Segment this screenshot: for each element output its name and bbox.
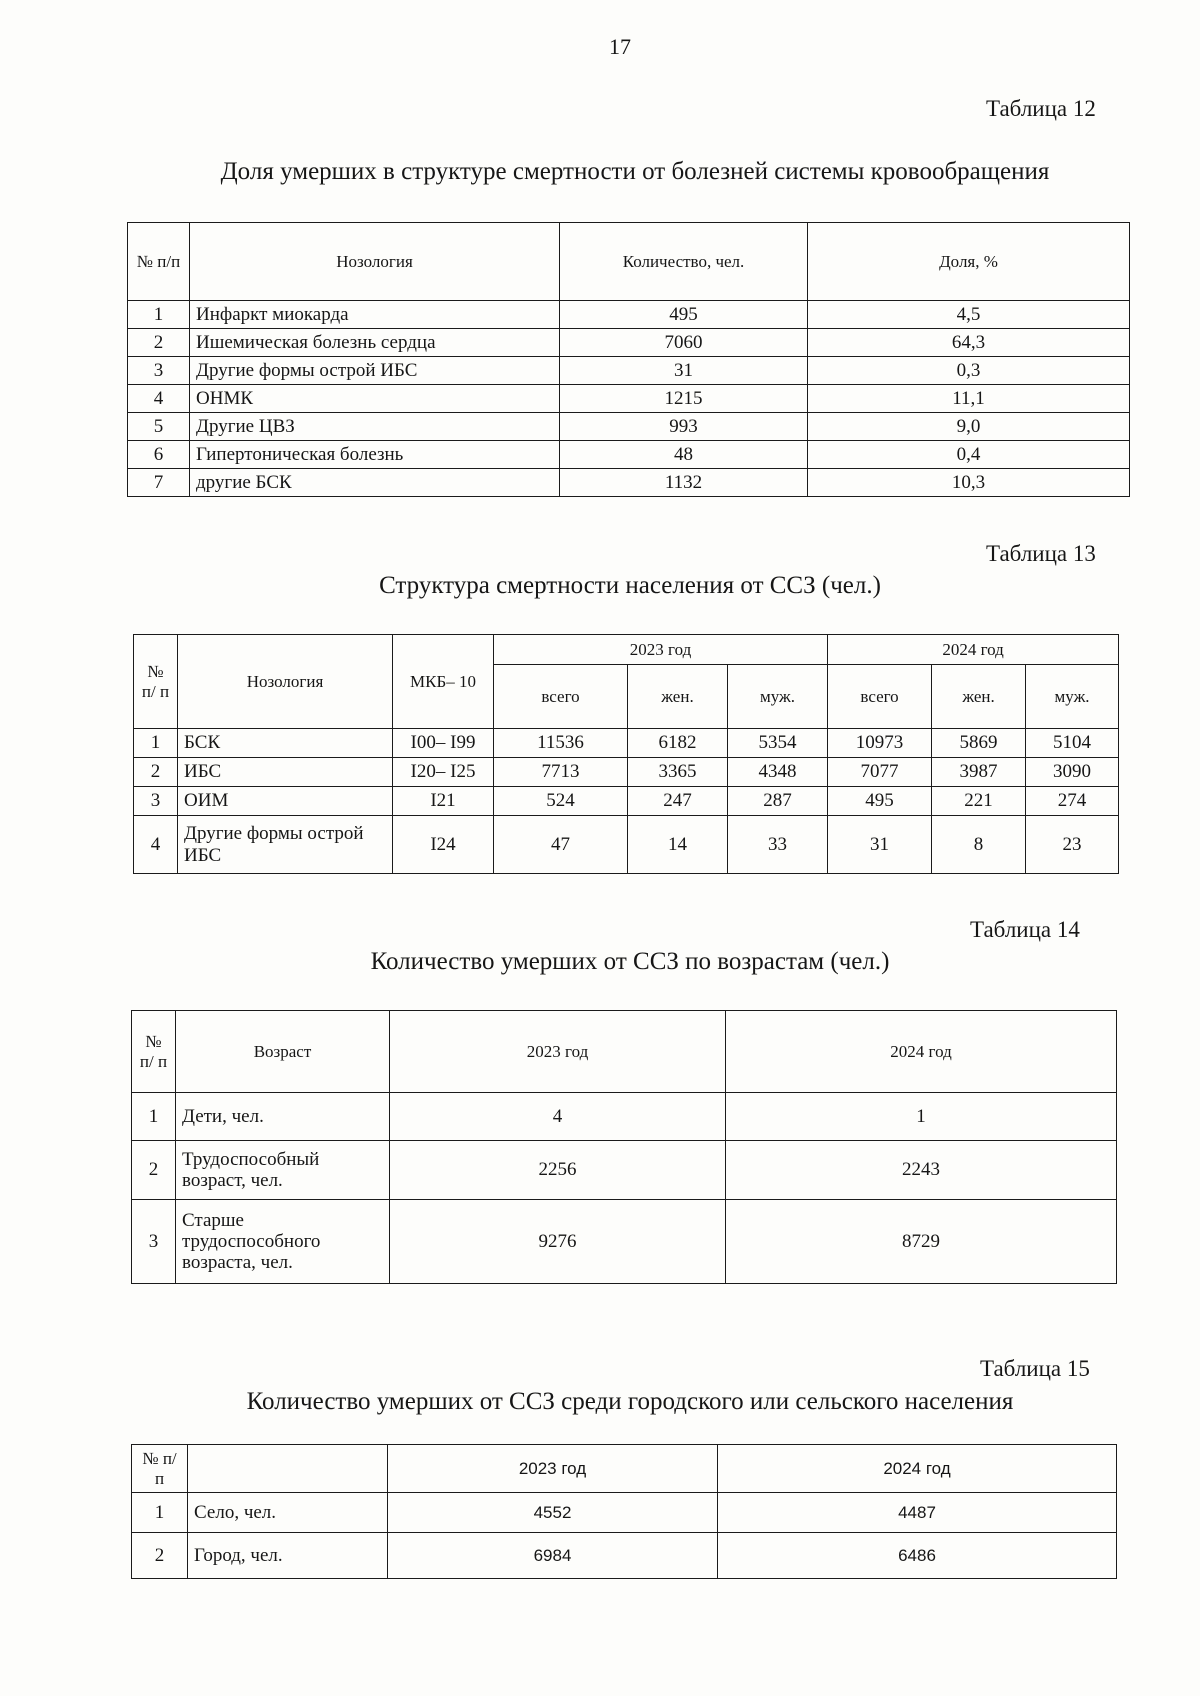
row-num: 1	[128, 301, 190, 329]
table-14-caption: Таблица 14	[970, 917, 1080, 942]
row-count: 1132	[560, 469, 808, 497]
value-cell: 3090	[1026, 758, 1119, 787]
value-cell: 5869	[932, 729, 1026, 758]
header-share: Доля, %	[808, 223, 1130, 301]
table-13	[133, 634, 1119, 874]
table-13-header-row	[134, 635, 1119, 665]
value-cell: 9276	[390, 1200, 726, 1284]
value-cell: 6486	[718, 1533, 1117, 1579]
value-cell: 6984	[388, 1533, 718, 1579]
value-cell: 2243	[726, 1141, 1117, 1200]
header-year-2023: 2023 год	[390, 1011, 726, 1093]
row-num: 1	[134, 729, 178, 758]
header-year-2024: 2024 год	[828, 635, 1119, 665]
table-row	[132, 1141, 1117, 1200]
row-name: ИБС	[178, 758, 393, 787]
value-cell: 8	[932, 816, 1026, 874]
header-num: № п/ п	[134, 635, 178, 729]
value-cell: 495	[828, 787, 932, 816]
value-cell: 47	[494, 816, 628, 874]
value-cell: 4487	[718, 1493, 1117, 1533]
row-num: 2	[132, 1141, 176, 1200]
value-cell: 7077	[828, 758, 932, 787]
row-num: 2	[128, 329, 190, 357]
row-num: 6	[128, 441, 190, 469]
table-15-header-row	[132, 1445, 1117, 1493]
row-name: Ишемическая болезнь сердца	[190, 329, 560, 357]
table-14-header-row	[132, 1011, 1117, 1093]
row-count: 31	[560, 357, 808, 385]
value-cell: 5104	[1026, 729, 1119, 758]
row-name: Инфаркт миокарда	[190, 301, 560, 329]
table-row	[132, 1200, 1117, 1284]
table-15-title: Количество умерших от ССЗ среди городского или сельского населения	[246, 1388, 1014, 1415]
table-12-header-row	[128, 223, 1130, 301]
row-num: 3	[134, 787, 178, 816]
row-icd: I21	[393, 787, 494, 816]
table-row	[132, 1493, 1117, 1533]
table-row	[128, 357, 1130, 385]
table-14-title: Количество умерших от ССЗ по возрастам (чел.)	[370, 948, 890, 975]
row-name: ОИМ	[178, 787, 393, 816]
row-count: 48	[560, 441, 808, 469]
value-cell: 4348	[728, 758, 828, 787]
row-name: ОНМК	[190, 385, 560, 413]
header-num: № п/ п	[132, 1011, 176, 1093]
header-female: жен.	[932, 665, 1026, 729]
value-cell: 33	[728, 816, 828, 874]
value-cell: 3365	[628, 758, 728, 787]
row-name: Другие формы острой ИБС	[178, 816, 393, 874]
header-label	[188, 1445, 388, 1493]
row-count: 1215	[560, 385, 808, 413]
row-num: 7	[128, 469, 190, 497]
row-share: 0,4	[808, 441, 1130, 469]
header-male: муж.	[728, 665, 828, 729]
row-num: 4	[134, 816, 178, 874]
table-row	[128, 413, 1130, 441]
row-num: 1	[132, 1093, 176, 1141]
table-row	[134, 787, 1119, 816]
table-15-caption: Таблица 15	[980, 1356, 1090, 1381]
value-cell: 8729	[726, 1200, 1117, 1284]
row-count: 7060	[560, 329, 808, 357]
row-share: 64,3	[808, 329, 1130, 357]
value-cell: 10973	[828, 729, 932, 758]
table-row	[132, 1093, 1117, 1141]
row-name: БСК	[178, 729, 393, 758]
value-cell: 221	[932, 787, 1026, 816]
row-count: 495	[560, 301, 808, 329]
table-12-caption: Таблица 12	[986, 96, 1096, 121]
row-num: 4	[128, 385, 190, 413]
table-row	[134, 729, 1119, 758]
row-name: другие БСК	[190, 469, 560, 497]
row-name: Другие формы острой ИБС	[190, 357, 560, 385]
row-share: 0,3	[808, 357, 1130, 385]
row-share: 10,3	[808, 469, 1130, 497]
table-12	[127, 222, 1130, 497]
row-icd: I00– I99	[393, 729, 494, 758]
table-13-title: Структура смертности населения от ССЗ (чел.)	[379, 572, 881, 599]
value-cell: 31	[828, 816, 932, 874]
table-row	[134, 816, 1119, 874]
row-num: 5	[128, 413, 190, 441]
header-year-2024: 2024 год	[726, 1011, 1117, 1093]
value-cell: 6182	[628, 729, 728, 758]
header-num: № п/п	[132, 1445, 188, 1493]
row-name: Город, чел.	[188, 1533, 388, 1579]
value-cell: 11536	[494, 729, 628, 758]
header-count: Количество, чел.	[560, 223, 808, 301]
header-year-2024: 2024 год	[718, 1445, 1117, 1493]
row-count: 993	[560, 413, 808, 441]
row-num: 2	[132, 1533, 188, 1579]
row-num: 3	[128, 357, 190, 385]
value-cell: 274	[1026, 787, 1119, 816]
page-number: 17	[609, 34, 631, 59]
row-share: 9,0	[808, 413, 1130, 441]
header-total: всего	[828, 665, 932, 729]
table-row	[128, 469, 1130, 497]
value-cell: 14	[628, 816, 728, 874]
header-female: жен.	[628, 665, 728, 729]
table-row	[128, 301, 1130, 329]
row-icd: I24	[393, 816, 494, 874]
value-cell: 5354	[728, 729, 828, 758]
header-icd: МКБ– 10	[393, 635, 494, 729]
row-share: 4,5	[808, 301, 1130, 329]
table-row	[128, 385, 1130, 413]
header-year-2023: 2023 год	[388, 1445, 718, 1493]
header-num: № п/п	[128, 223, 190, 301]
table-13-caption: Таблица 13	[986, 541, 1096, 566]
header-nosology: Нозология	[190, 223, 560, 301]
row-num: 1	[132, 1493, 188, 1533]
row-name: Старше трудоспособного возраста, чел.	[176, 1200, 390, 1284]
row-icd: I20– I25	[393, 758, 494, 787]
value-cell: 2256	[390, 1141, 726, 1200]
row-num: 3	[132, 1200, 176, 1284]
header-nosology: Нозология	[178, 635, 393, 729]
table-row	[128, 329, 1130, 357]
row-name: Другие ЦВЗ	[190, 413, 560, 441]
table-row	[128, 441, 1130, 469]
table-row	[132, 1533, 1117, 1579]
table-row	[134, 758, 1119, 787]
row-name: Гипертоническая болезнь	[190, 441, 560, 469]
row-name: Дети, чел.	[176, 1093, 390, 1141]
row-name: Село, чел.	[188, 1493, 388, 1533]
row-name: Трудоспособный возраст, чел.	[176, 1141, 390, 1200]
value-cell: 247	[628, 787, 728, 816]
header-year-2023: 2023 год	[494, 635, 828, 665]
value-cell: 7713	[494, 758, 628, 787]
table-14	[131, 1010, 1117, 1284]
value-cell: 524	[494, 787, 628, 816]
row-share: 11,1	[808, 385, 1130, 413]
value-cell: 23	[1026, 816, 1119, 874]
table-15	[131, 1444, 1117, 1579]
value-cell: 4552	[388, 1493, 718, 1533]
header-age: Возраст	[176, 1011, 390, 1093]
header-male: муж.	[1026, 665, 1119, 729]
header-total: всего	[494, 665, 628, 729]
value-cell: 4	[390, 1093, 726, 1141]
table-12-title: Доля умерших в структуре смертности от болезней системы кровообращения	[220, 158, 1050, 185]
row-num: 2	[134, 758, 178, 787]
value-cell: 3987	[932, 758, 1026, 787]
value-cell: 287	[728, 787, 828, 816]
value-cell: 1	[726, 1093, 1117, 1141]
